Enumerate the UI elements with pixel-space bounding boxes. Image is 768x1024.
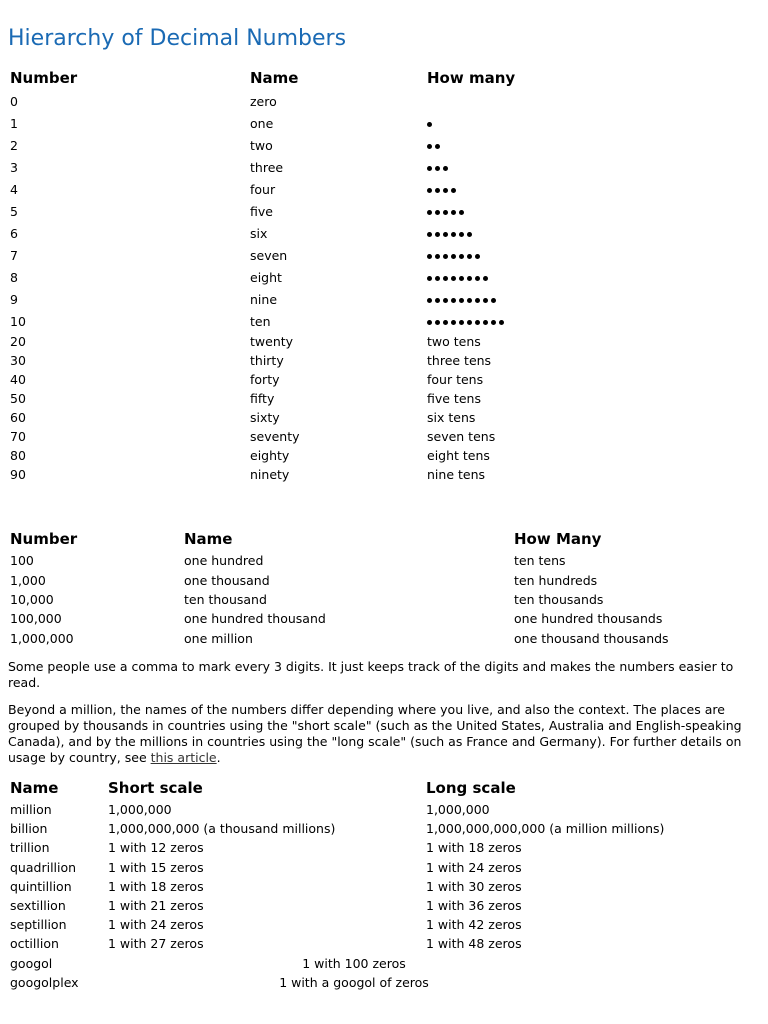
dot-icon <box>459 298 464 303</box>
scale-paragraph-end: . <box>216 750 221 765</box>
how-many-cell <box>427 244 750 266</box>
column-header-long-scale: Long scale <box>426 779 516 797</box>
dot-icon <box>435 320 440 325</box>
large-numbers-table <box>10 527 750 648</box>
number-cell: 30 <box>10 353 26 368</box>
dot-icon <box>467 232 472 237</box>
dot-icon <box>483 320 488 325</box>
name-cell: four <box>250 181 276 197</box>
name-cell: zero <box>250 93 277 109</box>
short-scale-cell: 1,000,000 <box>108 802 172 818</box>
how-many-cell: ten tens <box>514 553 566 569</box>
table-row <box>10 389 750 408</box>
how-many-cell: one hundred thousands <box>514 611 663 627</box>
dot-group <box>427 166 448 171</box>
column-header-how-many: How many <box>427 69 516 87</box>
table-row <box>10 954 750 973</box>
dot-icon <box>427 144 432 149</box>
dot-icon <box>435 232 440 237</box>
column-header-name: Name <box>10 779 59 797</box>
dot-group <box>427 210 464 215</box>
dot-group <box>427 122 432 127</box>
table-header-row <box>10 66 750 90</box>
long-scale-cell: 1 with 48 zeros <box>426 936 522 952</box>
name-cell: one hundred thousand <box>184 611 326 627</box>
dot-icon <box>443 166 448 171</box>
table-row <box>10 134 750 156</box>
dot-icon <box>451 320 456 325</box>
number-cell: 10,000 <box>10 591 54 607</box>
name-cell: thirty <box>250 353 284 368</box>
long-scale-cell: 1 with 18 zeros <box>426 840 522 856</box>
table-row <box>10 156 750 178</box>
table-row <box>10 370 750 389</box>
name-cell: fifty <box>250 391 275 406</box>
dot-icon <box>435 254 440 259</box>
dot-icon <box>467 298 472 303</box>
column-header-name: Name <box>184 530 233 548</box>
dot-icon <box>491 320 496 325</box>
table-row <box>10 877 750 896</box>
how-many-cell <box>427 112 750 134</box>
table-row <box>10 332 750 351</box>
table-row <box>10 838 750 857</box>
name-cell: forty <box>250 372 280 387</box>
table-row <box>10 915 750 934</box>
long-scale-cell: 1 with 42 zeros <box>426 917 522 933</box>
name-cell: ninety <box>250 467 290 482</box>
column-header-number: Number <box>10 530 78 548</box>
how-many-cell: two tens <box>427 334 481 349</box>
dot-icon <box>435 166 440 171</box>
table-row <box>10 244 750 266</box>
dot-icon <box>475 298 480 303</box>
dot-icon <box>459 320 464 325</box>
number-cell: 3 <box>10 159 18 175</box>
how-many-cell: four tens <box>427 372 484 387</box>
dot-icon <box>435 144 440 149</box>
table-row <box>10 112 750 134</box>
comma-paragraph: Some people use a comma to mark every 3 digits. It just keeps track of the digits and makes the numbers easier to read. <box>8 659 734 690</box>
name-cell: three <box>250 159 284 175</box>
table-row <box>10 90 750 112</box>
dot-icon <box>427 276 432 281</box>
dot-icon <box>459 210 464 215</box>
how-many-cell: seven tens <box>427 429 496 444</box>
scale-name-cell: quintillion <box>10 878 72 894</box>
number-cell: 9 <box>10 291 18 307</box>
scale-name-cell: googolplex <box>10 974 79 990</box>
dot-icon <box>459 276 464 281</box>
dot-icon <box>475 254 480 259</box>
name-cell: nine <box>250 291 278 307</box>
dot-group <box>427 320 504 325</box>
dot-icon <box>467 254 472 259</box>
table-row <box>10 800 750 819</box>
scale-name-cell: sextillion <box>10 898 66 914</box>
dot-icon <box>443 232 448 237</box>
table-row <box>10 934 750 953</box>
how-many-cell <box>427 200 750 222</box>
dot-group <box>427 188 456 193</box>
dot-icon <box>451 232 456 237</box>
number-cell: 1 <box>10 115 18 131</box>
number-cell: 1,000 <box>10 572 46 588</box>
table-row <box>10 288 750 310</box>
dot-icon <box>451 254 456 259</box>
short-scale-cell: 1 with 15 zeros <box>108 859 204 875</box>
name-cell: eighty <box>250 448 290 463</box>
number-cell: 0 <box>10 93 18 109</box>
table-row <box>10 178 750 200</box>
number-cell: 90 <box>10 467 26 482</box>
table-row <box>10 551 750 570</box>
how-many-cell <box>427 288 750 310</box>
name-cell: one thousand <box>184 572 270 588</box>
page-title: Hierarchy of Decimal Numbers <box>8 26 347 51</box>
table-row <box>10 427 750 446</box>
number-cell: 50 <box>10 391 26 406</box>
dot-icon <box>427 122 432 127</box>
long-scale-cell: 1,000,000 <box>426 802 490 818</box>
table-row <box>10 896 750 915</box>
name-cell: five <box>250 203 273 219</box>
scale-name-cell: billion <box>10 821 48 837</box>
both-scales-cell: 1 with a googol of zeros <box>279 974 429 990</box>
long-scale-cell: 1 with 36 zeros <box>426 898 522 914</box>
dot-group <box>427 144 440 149</box>
table-row <box>10 266 750 288</box>
scale-paragraph-text: Beyond a million, the names of the numbers differ depending where you live, and also the context. The places are grouped by thousands in countries using the "short scale" (such as the United States, Australia and English-speaking Canada), and by the millions in countries using the "long scale" (such as France and Germany). For further details on usage by country, see <box>8 702 742 765</box>
long-scale-cell: 1,000,000,000,000 (a million millions) <box>426 821 665 837</box>
dot-group <box>427 298 496 303</box>
number-cell: 100 <box>10 553 34 569</box>
table-row <box>10 200 750 222</box>
dot-icon <box>443 276 448 281</box>
table-row <box>10 973 750 992</box>
how-many-cell: ten thousands <box>514 591 604 607</box>
how-many-cell <box>427 134 750 156</box>
long-scale-cell: 1 with 24 zeros <box>426 859 522 875</box>
dot-icon <box>443 298 448 303</box>
table-row <box>10 408 750 427</box>
scale-name-cell: trillion <box>10 840 50 856</box>
dot-icon <box>499 320 504 325</box>
name-cell: one hundred <box>184 553 264 569</box>
long-scale-cell: 1 with 30 zeros <box>426 878 522 894</box>
how-many-cell <box>427 90 750 112</box>
column-header-how-many: How Many <box>514 530 602 548</box>
how-many-cell: nine tens <box>427 467 486 482</box>
how-many-cell: ten hundreds <box>514 572 598 588</box>
dot-icon <box>443 320 448 325</box>
how-many-cell <box>427 310 750 332</box>
how-many-cell <box>427 156 750 178</box>
number-cell: 2 <box>10 137 18 153</box>
dot-icon <box>427 254 432 259</box>
dot-icon <box>475 320 480 325</box>
both-scales-cell: 1 with 100 zeros <box>302 955 406 971</box>
name-cell: eight <box>250 269 282 285</box>
dot-icon <box>491 298 496 303</box>
short-scale-cell: 1 with 21 zeros <box>108 898 204 914</box>
how-many-cell: eight tens <box>427 448 490 463</box>
short-scale-cell: 1 with 12 zeros <box>108 840 204 856</box>
dot-icon <box>427 298 432 303</box>
table-row <box>10 590 750 609</box>
table-row <box>10 465 750 484</box>
number-cell: 80 <box>10 448 26 463</box>
dot-icon <box>435 276 440 281</box>
short-scale-cell: 1 with 18 zeros <box>108 878 204 894</box>
how-many-cell: three tens <box>427 353 492 368</box>
number-cell: 5 <box>10 203 18 219</box>
dot-icon <box>435 210 440 215</box>
dot-icon <box>459 254 464 259</box>
dot-icon <box>483 276 488 281</box>
number-cell: 8 <box>10 269 18 285</box>
name-cell: one <box>250 115 274 131</box>
dot-icon <box>475 276 480 281</box>
dot-icon <box>451 276 456 281</box>
this-article-link[interactable]: this article <box>150 750 217 765</box>
table-row <box>10 351 750 370</box>
column-header-number: Number <box>10 69 78 87</box>
how-many-cell: one thousand thousands <box>514 630 669 646</box>
dot-icon <box>435 298 440 303</box>
name-cell: two <box>250 137 273 153</box>
dot-icon <box>451 298 456 303</box>
name-cell: one million <box>184 630 253 646</box>
number-cell: 70 <box>10 429 26 444</box>
dot-icon <box>443 188 448 193</box>
number-cell: 60 <box>10 410 26 425</box>
scale-name-cell: million <box>10 802 52 818</box>
number-cell: 20 <box>10 334 26 349</box>
table-row <box>10 310 750 332</box>
short-scale-cell: 1 with 27 zeros <box>108 936 204 952</box>
name-cell: twenty <box>250 334 294 349</box>
dot-icon <box>427 166 432 171</box>
dot-icon <box>427 210 432 215</box>
table-row <box>10 222 750 244</box>
name-cell: ten <box>250 313 271 329</box>
scale-name-cell: octillion <box>10 936 59 952</box>
dot-icon <box>435 188 440 193</box>
how-many-cell <box>427 178 750 200</box>
dot-icon <box>443 254 448 259</box>
dot-icon <box>467 320 472 325</box>
table-header-row <box>10 527 750 551</box>
table-row <box>10 629 750 648</box>
scale-name-cell: quadrillion <box>10 859 77 875</box>
dot-icon <box>483 298 488 303</box>
how-many-cell: six tens <box>427 410 476 425</box>
short-scale-cell: 1,000,000,000 (a thousand millions) <box>108 821 336 837</box>
scale-name-cell: googol <box>10 955 53 971</box>
dot-icon <box>459 232 464 237</box>
column-header-name: Name <box>250 69 299 87</box>
dot-icon <box>443 210 448 215</box>
short-scale-cell: 1 with 24 zeros <box>108 917 204 933</box>
number-cell: 6 <box>10 225 18 241</box>
scale-table <box>10 776 750 992</box>
number-cell: 40 <box>10 372 26 387</box>
name-cell: seventy <box>250 429 300 444</box>
name-cell: seven <box>250 247 288 263</box>
dot-icon <box>451 210 456 215</box>
dot-group <box>427 254 480 259</box>
table-row <box>10 819 750 838</box>
dot-icon <box>467 276 472 281</box>
dot-group <box>427 232 472 237</box>
table-row <box>10 446 750 465</box>
table-header-row <box>10 776 750 800</box>
how-many-cell <box>427 266 750 288</box>
dot-icon <box>427 320 432 325</box>
table-row <box>10 570 750 589</box>
number-cell: 4 <box>10 181 18 197</box>
numbers-table <box>10 66 750 484</box>
number-cell: 10 <box>10 313 26 329</box>
name-cell: six <box>250 225 268 241</box>
name-cell: ten thousand <box>184 591 267 607</box>
column-header-short-scale: Short scale <box>108 779 203 797</box>
how-many-cell: five tens <box>427 391 481 406</box>
number-cell: 100,000 <box>10 611 62 627</box>
name-cell: sixty <box>250 410 280 425</box>
table-row <box>10 858 750 877</box>
table-row <box>10 609 750 628</box>
dot-group <box>427 276 488 281</box>
scale-paragraph <box>8 702 756 766</box>
number-cell: 7 <box>10 247 18 263</box>
scale-name-cell: septillion <box>10 917 67 933</box>
number-cell: 1,000,000 <box>10 630 74 646</box>
dot-icon <box>427 232 432 237</box>
dot-icon <box>427 188 432 193</box>
how-many-cell <box>427 222 750 244</box>
dot-icon <box>451 188 456 193</box>
